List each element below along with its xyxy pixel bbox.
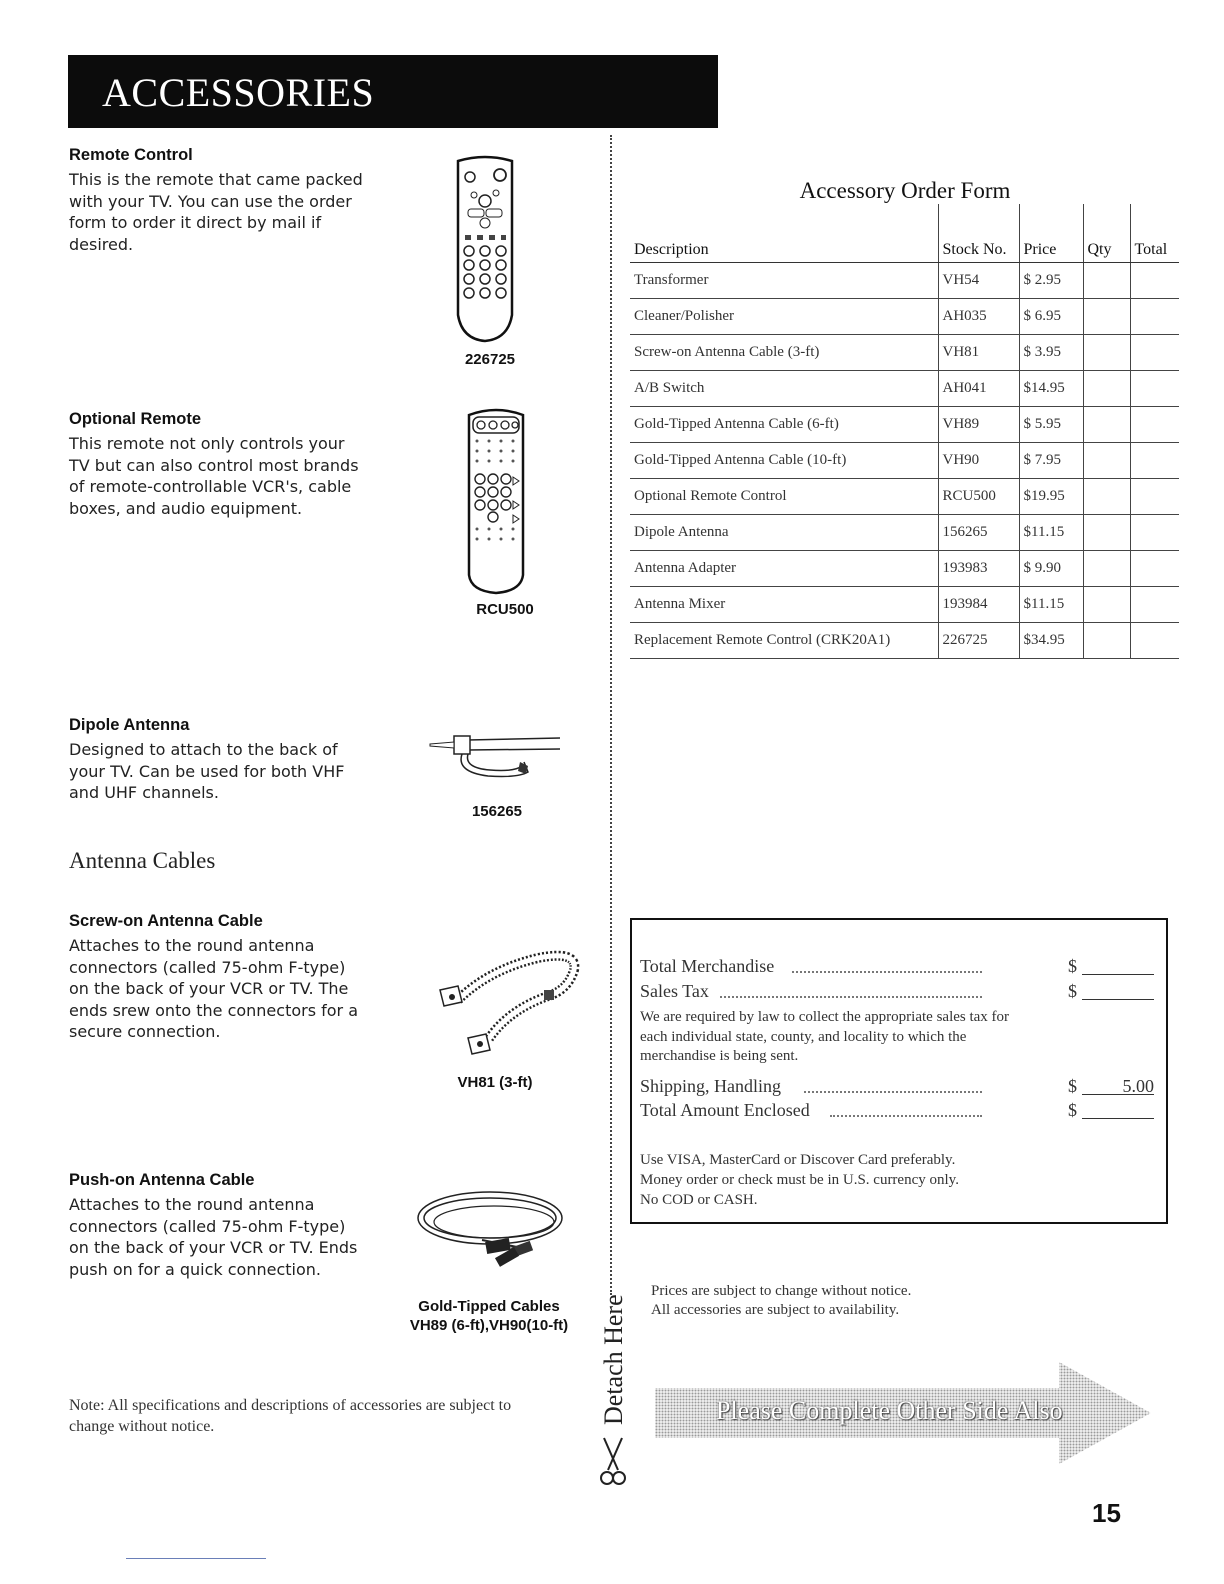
currency-sign: $: [1068, 981, 1077, 1001]
prices-note-line: All accessories are subject to availability.: [651, 1302, 900, 1318]
currency-sign: $: [1068, 1076, 1077, 1096]
row-stock-no: 193983: [938, 550, 1019, 586]
table-row: [630, 442, 1179, 478]
sales-tax-label: Sales Tax: [640, 981, 709, 1001]
currency-sign: $: [1068, 1100, 1077, 1120]
table-row: [630, 370, 1179, 406]
row-price: $14.95: [1019, 370, 1083, 406]
row-description: Antenna Mixer: [630, 586, 938, 622]
push-on-caption: [398, 1297, 580, 1335]
row-qty-field[interactable]: [1083, 298, 1130, 334]
row-description: Dipole Antenna: [630, 514, 938, 550]
row-description: Optional Remote Control: [630, 478, 938, 514]
row-total-field[interactable]: [1130, 514, 1179, 550]
payment-note-line: No COD or CASH.: [640, 1192, 758, 1208]
row-stock-no: RCU500: [938, 478, 1019, 514]
leader-dots: [830, 1100, 982, 1117]
optional-remote-caption: RCU500: [476, 601, 534, 618]
push-on-caption-line1: Gold-Tipped Cables: [418, 1298, 560, 1315]
row-price: $ 3.95: [1019, 334, 1083, 370]
payment-note-line: Money order or check must be in U.S. currency only.: [640, 1172, 959, 1188]
totals-box: [630, 918, 1168, 1224]
section-optional-remote: [69, 410, 399, 519]
section-body: This is the remote that came packed with your TV. You can use the order form to order it direct by mail if desired.: [69, 170, 363, 254]
row-stock-no: 193984: [938, 586, 1019, 622]
total-merchandise-label: Total Merchandise: [640, 956, 775, 976]
page-title: ACCESSORIES: [102, 70, 375, 115]
scissors-icon: [598, 1436, 628, 1490]
section-heading: Remote Control: [69, 146, 193, 164]
row-description: Antenna Adapter: [630, 550, 938, 586]
push-on-caption-line2: VH89 (6-ft),VH90(10-ft): [409, 1317, 569, 1334]
table-row: [630, 262, 1179, 298]
total-enclosed-field[interactable]: [1082, 1118, 1154, 1119]
row-price: $11.15: [1019, 586, 1083, 622]
col-description: Description: [630, 204, 938, 262]
screw-on-cable-icon: [428, 940, 588, 1070]
row-stock-no: VH54: [938, 262, 1019, 298]
note-text: All specifications and descriptions of accessories are subject to change without notice.: [69, 1397, 512, 1435]
section-body: Attaches to the round antenna connectors (called 75-ohm F-type) on the back of your VCR or TV. Ends push on for a quick connection.: [69, 1195, 358, 1279]
currency-sign: $: [1068, 956, 1077, 976]
row-total-field[interactable]: [1130, 550, 1179, 586]
detach-here-label: Detach Here: [599, 1294, 628, 1425]
row-qty-field[interactable]: [1083, 586, 1130, 622]
row-total-field[interactable]: [1130, 262, 1179, 298]
order-form-title: Accessory Order Form: [799, 178, 1011, 203]
optional-remote-icon: [463, 407, 529, 597]
section-screw-on-cable: [69, 912, 399, 1043]
row-description: Screw-on Antenna Cable (3-ft): [630, 334, 938, 370]
page-number: 15: [1092, 1498, 1121, 1528]
row-description: A/B Switch: [630, 370, 938, 406]
row-price: $34.95: [1019, 622, 1083, 658]
table-row: [630, 514, 1179, 550]
header-banner: [68, 55, 718, 128]
row-qty-field[interactable]: [1083, 478, 1130, 514]
row-qty-field[interactable]: [1083, 262, 1130, 298]
total-enclosed-label: Total Amount Enclosed: [640, 1100, 810, 1120]
total-merchandise-field[interactable]: [1082, 974, 1154, 975]
row-description: Gold-Tipped Antenna Cable (6-ft): [630, 406, 938, 442]
note-label: Note:: [69, 1397, 105, 1414]
section-push-on-cable: [69, 1171, 399, 1280]
row-price: $ 9.90: [1019, 550, 1083, 586]
order-form-table: [630, 204, 1179, 659]
row-price: $ 5.95: [1019, 406, 1083, 442]
row-total-field[interactable]: [1130, 442, 1179, 478]
row-total-field[interactable]: [1130, 370, 1179, 406]
section-heading: Dipole Antenna: [69, 716, 190, 734]
row-price: $ 2.95: [1019, 262, 1083, 298]
row-qty-field[interactable]: [1083, 622, 1130, 658]
row-price: $ 7.95: [1019, 442, 1083, 478]
row-description: Replacement Remote Control (CRK20A1): [630, 622, 938, 658]
row-description: Cleaner/Polisher: [630, 298, 938, 334]
prices-note-line: Prices are subject to change without notice.: [651, 1283, 912, 1299]
section-heading: Optional Remote: [69, 410, 202, 428]
row-stock-no: 156265: [938, 514, 1019, 550]
note: [69, 1395, 549, 1437]
remote-control-icon: [452, 155, 518, 345]
arrow-label: Please Complete Other Side Also: [716, 1396, 1063, 1425]
row-qty-field[interactable]: [1083, 514, 1130, 550]
table-row: [630, 406, 1179, 442]
push-on-cable-icon: [412, 1182, 582, 1282]
table-row: [630, 334, 1179, 370]
payment-note: [640, 1150, 1060, 1210]
row-stock-no: VH89: [938, 406, 1019, 442]
bottom-rule: [126, 1558, 266, 1559]
row-qty-field[interactable]: [1083, 442, 1130, 478]
row-total-field[interactable]: [1130, 478, 1179, 514]
dipole-antenna-icon: [428, 728, 563, 788]
row-price: $ 6.95: [1019, 298, 1083, 334]
section-body: Designed to attach to the back of your TV. Can be used for both VHF and UHF channels.: [69, 740, 345, 802]
row-qty-field[interactable]: [1083, 370, 1130, 406]
table-row: [630, 478, 1179, 514]
row-stock-no: 226725: [938, 622, 1019, 658]
col-total: Total: [1130, 204, 1179, 262]
row-total-field[interactable]: [1130, 406, 1179, 442]
screw-on-caption: VH81 (3-ft): [457, 1074, 533, 1091]
section-dipole-antenna: [69, 716, 399, 804]
row-description: Gold-Tipped Antenna Cable (10-ft): [630, 442, 938, 478]
row-qty-field[interactable]: [1083, 334, 1130, 370]
row-price: $19.95: [1019, 478, 1083, 514]
section-body: Attaches to the round antenna connectors (called 75-ohm F-type) on the back of your VCR or TV. The ends srew onto the connectors for a secure connection.: [69, 936, 359, 1041]
section-remote-control: [69, 146, 399, 255]
row-total-field[interactable]: [1130, 622, 1179, 658]
row-stock-no: AH041: [938, 370, 1019, 406]
payment-note-line: Use VISA, MasterCard or Discover Card preferably.: [640, 1152, 956, 1168]
row-stock-no: VH90: [938, 442, 1019, 478]
prices-note: [651, 1282, 1051, 1320]
section-heading: Screw-on Antenna Cable: [69, 912, 263, 930]
row-stock-no: AH035: [938, 298, 1019, 334]
shipping-amount: 5.00: [1122, 1076, 1154, 1096]
leader-dots: [792, 956, 982, 973]
remote-caption: 226725: [464, 351, 516, 368]
table-row: [630, 550, 1179, 586]
row-total-field[interactable]: [1130, 298, 1179, 334]
col-qty: Qty: [1083, 204, 1130, 262]
table-row: [630, 298, 1179, 334]
row-qty-field[interactable]: [1083, 550, 1130, 586]
table-row: [630, 622, 1179, 658]
detach-dotted-line: [610, 135, 612, 1295]
row-price: $11.15: [1019, 514, 1083, 550]
row-stock-no: VH81: [938, 334, 1019, 370]
shipping-label: Shipping, Handling: [640, 1076, 782, 1096]
sales-tax-field[interactable]: [1082, 999, 1154, 1000]
section-body: This remote not only controls your TV but can also control most brands of remote-controllable VCR's, cable boxes, and audio equipment.: [69, 434, 359, 518]
row-qty-field[interactable]: [1083, 406, 1130, 442]
table-row: [630, 586, 1179, 622]
row-description: Transformer: [630, 262, 938, 298]
leader-dots: [720, 981, 982, 998]
col-stock-no: Stock No.: [938, 204, 1019, 262]
dipole-caption: 156265: [471, 803, 523, 820]
row-total-field[interactable]: [1130, 586, 1179, 622]
antenna-cables-heading: Antenna Cables: [69, 848, 216, 873]
row-total-field[interactable]: [1130, 334, 1179, 370]
col-price: Price: [1019, 204, 1083, 262]
sales-tax-note: We are required by law to collect the appropriate sales tax for each individual state, county, and locality to which the merchandise is being sent.: [640, 1009, 1010, 1064]
leader-dots: [804, 1076, 982, 1093]
section-heading: Push-on Antenna Cable: [69, 1171, 255, 1189]
order-header-row: [630, 204, 1179, 262]
